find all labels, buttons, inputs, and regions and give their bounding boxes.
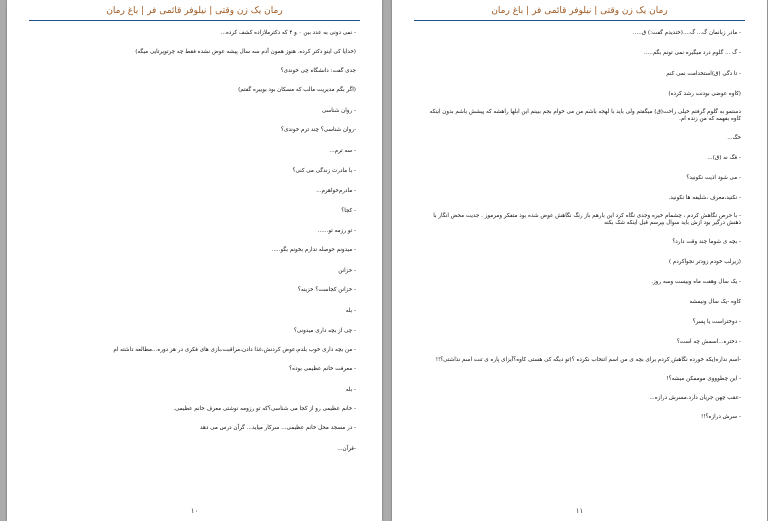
paragraph: - مادر زبانمان گ... گ....(خندیدم گفت:) ق..... [632,30,741,36]
paragraph: - تا دگی (ق)استخدامت نمی کنم [666,71,741,77]
paragraph: - معرفت خانم عظیمی بوده؟ [289,366,356,372]
paragraph: -قرآن... [337,446,356,452]
left-page [7,0,382,521]
paragraph: - می شود اذیت نکونید؟ [686,175,741,181]
paragraph: - گ ... گلوم درد میگیره نمی تونم بگم..... [643,50,741,56]
page-body [35,30,356,453]
paragraph: - خانم عظیمی رو از کجا می شناسی؟که تو رزومه نوشتی معرف خانم عظیمی. [173,406,356,412]
paragraph: - دوختراست یا پسر؟ [692,319,741,325]
paragraph: جدی گفت: دانشگاه چی خوندی؟ [280,68,356,74]
paragraph: - میدونم حوصله ندارم بخونم بگو..... [271,247,356,253]
paragraph: - نمی دونی به عدد بین ۰ و ۴ که دکترملازاده کشف کرده... [220,30,356,36]
paragraph: کاوه -یک سال ونیمشه [689,299,741,305]
paragraph: - خزانن کجاست؟ خزینه؟ [297,287,356,293]
right-page [392,0,767,521]
paragraph: دستمو به گلوم گرفتم خیلی راحت(ق) میگفتم ولی باید با لهجه باشم من می خوام بجم ببینم این ابلها راهشه که پیشش باشم بدون اینکه کاوه بفهمه که من زنده ام. [429,109,741,122]
paragraph: - خزانن [338,268,356,274]
paragraph: - بچه ی شوما چند وقت دارد؟ [672,239,741,245]
paragraph: - کجا؟ [341,208,356,214]
paragraph: - در مسجد محل خانم عظیمی... سرکار میاید... گرآن درس می دهد [200,425,356,431]
paragraph: -روان شناسی؟ چند ترم خوندی؟ [281,127,356,133]
page-number: ۱۱ [575,507,584,515]
paragraph: (اگر بگم مدیریت مالب که مسکان بود بوبیره گفتم) [238,87,356,93]
page-header: رمان یک زن وقتی | نیلوفر قائمی فر | باغ رمان [106,6,283,16]
paragraph: - سرش درازه؟!! [700,414,741,420]
page-header: رمان یک زن وقتی | نیلوفر قائمی فر | باغ رمان [491,6,668,16]
paragraph: - با حرص نگاهش کردم ، چشمام خیره وجدی نگاه کرد این بارهم باز رنگ نگاهش عوض شده بود متفکر ومرموز . جدیت محض انگار با ذهنش درگیر بود ازش باید سوال بپرسم قبل اینکه شک بکنه [433,213,741,226]
paragraph: - سه ترم... [329,148,356,154]
paragraph: - من بچه داری خوب بلدم،عوض کردنش،غذا دادن،مراقبت،بازی های فکری در هر دوره...مطالعه داشته ام [113,347,356,353]
header-rule [414,20,745,21]
page-number: ۱۰ [190,507,199,515]
paragraph: -اسم نداره(یکه خورده نگاهش کردم برای بچه ی من اسم انتخاب نکرده ؟)تو دیگه کی هستی کاوه؟آیزای پاره ی تنت اسم نذاشتی؟!! [435,357,741,363]
paragraph: - روان شناسی [321,108,356,114]
paragraph: - یک سال وهفت ماه وبیست وسه روز. [651,279,741,285]
header-rule [29,20,360,21]
paragraph: - مادرم‌خواهرم... [316,188,356,194]
paragraph: - با مادرت زندگی می کنی؟ [292,168,356,174]
paragraph: (خدایا کی اینو دکتر کرده. هنوز همون آدم سه سال پیشه عوض نشده فقط چه چرتوپرتایی میگه) [135,49,356,55]
paragraph: (زیرلب خودم زودتر نجواکردم ) [668,259,741,265]
paragraph: - این چطوووی موممکن میشه؟! [666,376,741,382]
paragraph: - دختره...اسمش چه است؟ [676,339,741,345]
paragraph: -عقب چهن جریان دارد.مسرش درازه... [649,395,741,401]
paragraph: - بله [345,308,356,314]
paragraph: (کاوه عوضی بودنت رشد کرده) [668,91,741,97]
page-body [420,30,741,421]
paragraph: - چی از بچه داری میدونی؟ [293,328,356,334]
paragraph: خگ... [727,135,741,141]
paragraph: - نکنید،معرف ،شلیفه ها نکونید. [668,195,741,201]
paragraph: - بله [345,387,356,393]
paragraph: - فگ نه (ق)... [707,155,741,161]
paragraph: - تو رزمه تو...... [317,228,356,234]
